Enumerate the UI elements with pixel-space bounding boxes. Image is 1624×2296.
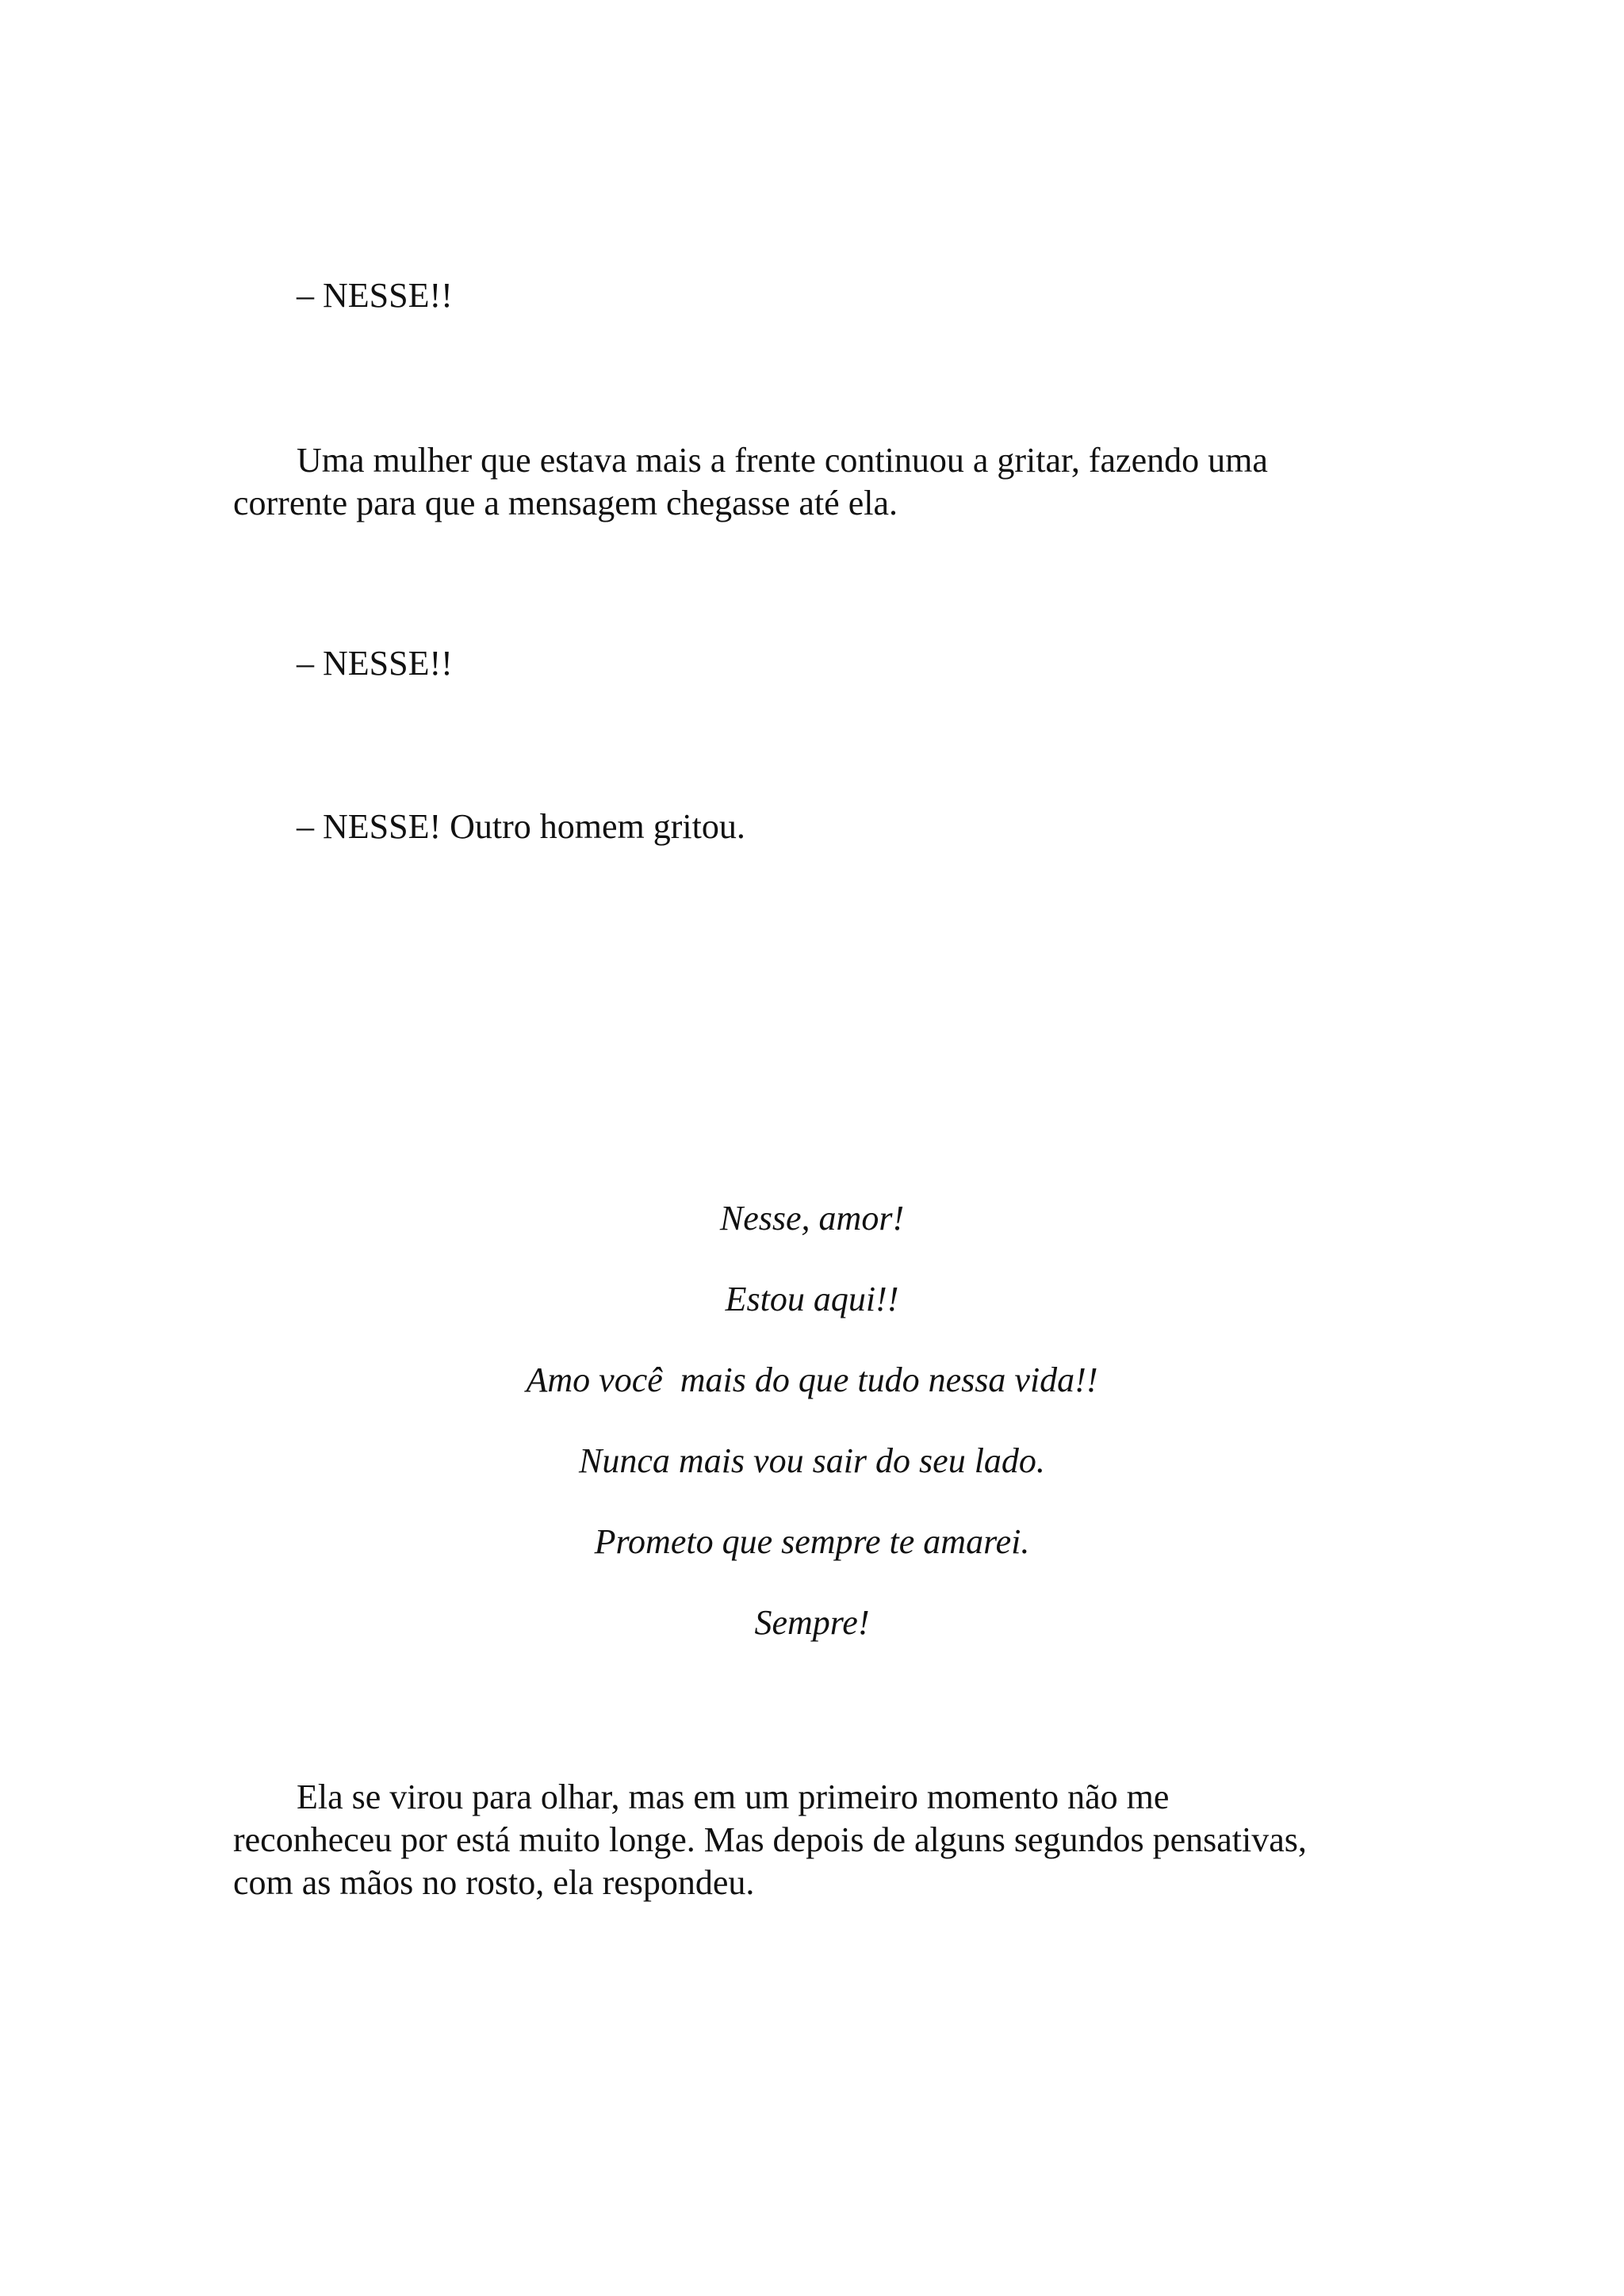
dialogue-line-3: – NESSE! Outro homem gritou. — [297, 807, 745, 846]
verse-line-5: Prometo que sempre te amarei. — [594, 1522, 1030, 1561]
paragraph-2-line-3: com as mãos no rosto, ela respondeu. — [233, 1863, 755, 1902]
paragraph-1-line-2: corrente para que a mensagem chegasse até ela. — [233, 484, 898, 522]
dialogue-line-1: – NESSE!! — [297, 276, 453, 315]
narrative-paragraph-2 — [233, 1776, 1407, 1904]
verse-line-6: Sempre! — [754, 1603, 870, 1642]
narrative-paragraph-1 — [233, 439, 1407, 525]
verse-line-2: Estou aqui!! — [725, 1280, 899, 1318]
verse-line-1: Nesse, amor! — [719, 1199, 905, 1238]
paragraph-2-line-1: Ela se virou para olhar, mas em um primeiro momento não me — [297, 1777, 1170, 1816]
paragraph-1-line-1: Uma mulher que estava mais a frente continuou a gritar, fazendo uma — [297, 441, 1268, 480]
dialogue-line-2: – NESSE!! — [297, 644, 453, 683]
verse-line-3: Amo você mais do que tudo nessa vida!! — [526, 1360, 1098, 1399]
verse-line-4: Nunca mais vou sair do seu lado. — [579, 1441, 1045, 1480]
paragraph-2-line-2: reconheceu por está muito longe. Mas depois de alguns segundos pensativas, — [233, 1820, 1307, 1859]
